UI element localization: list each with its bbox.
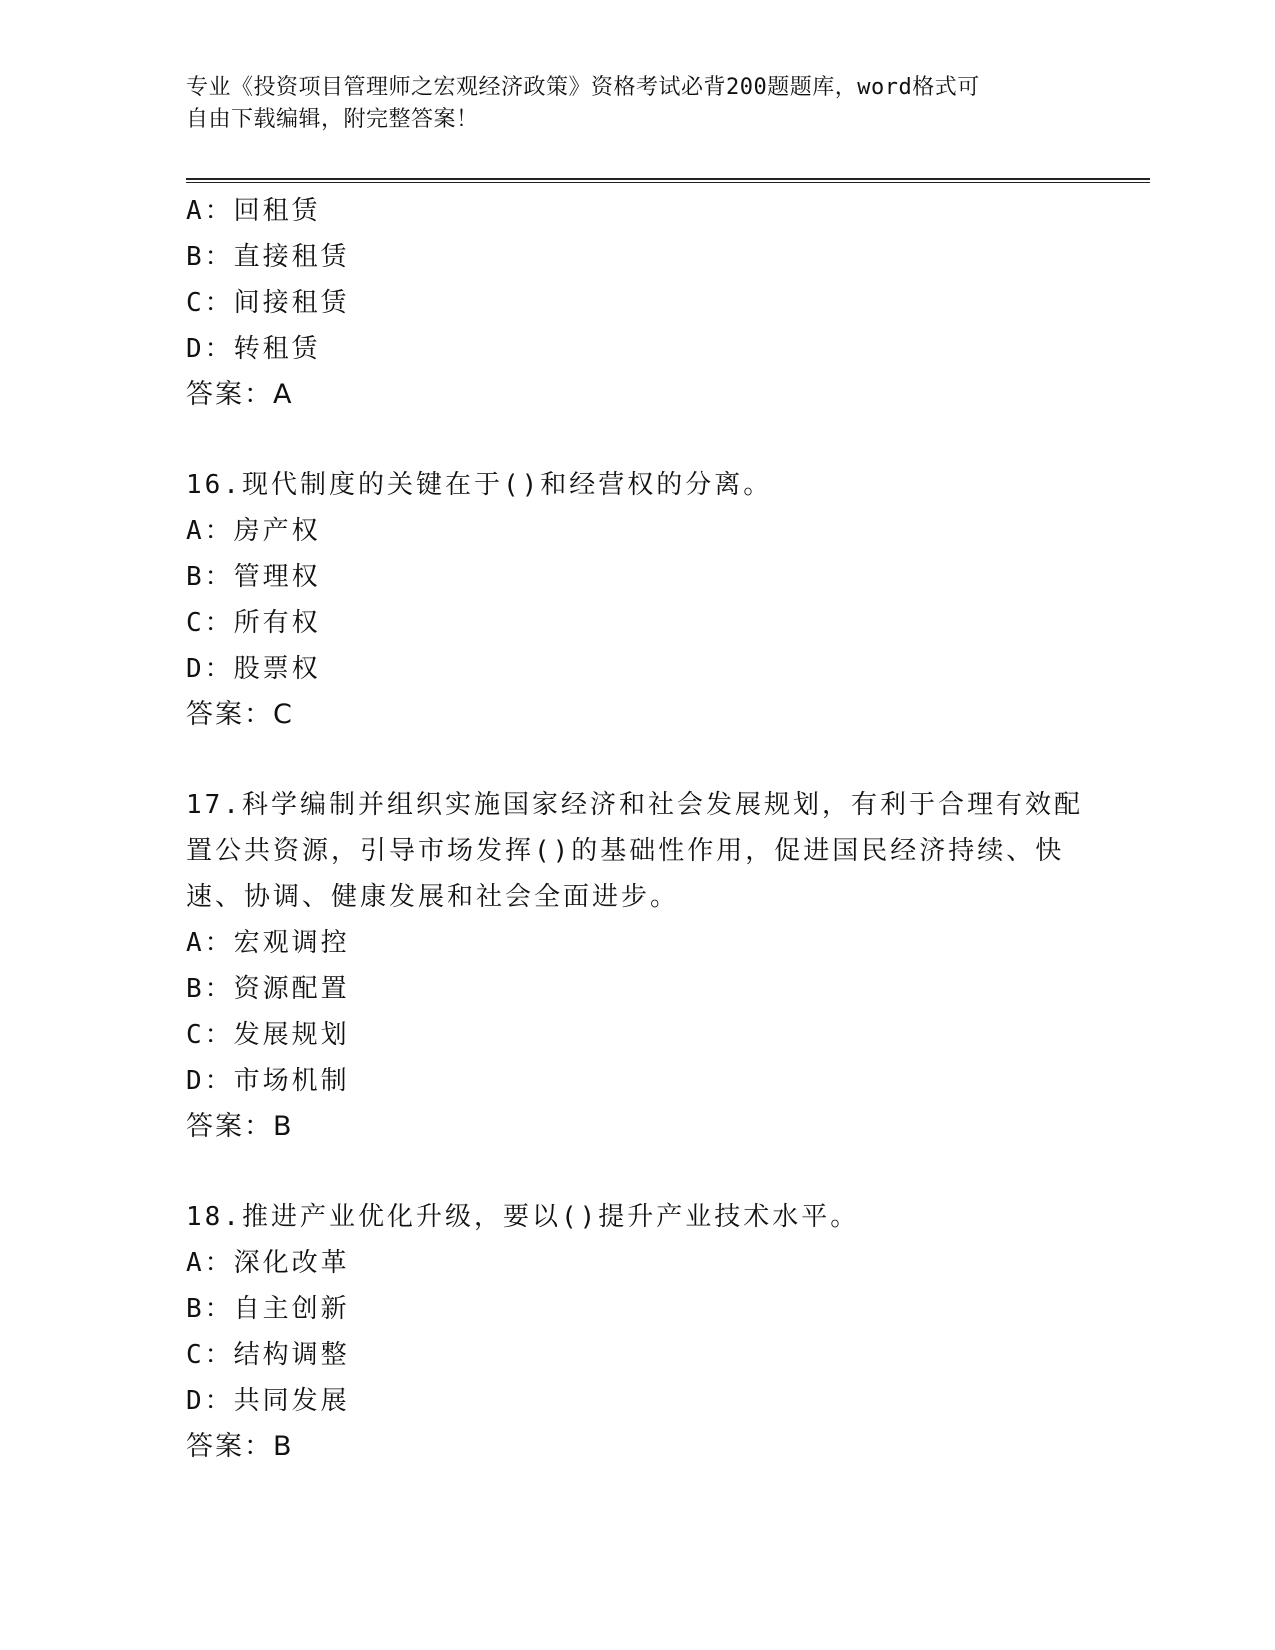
option-a: A：深化改革 — [186, 1248, 350, 1278]
header-title-line-2: 自由下载编辑，附完整答案！ — [186, 107, 479, 132]
option-b: B：资源配置 — [186, 974, 350, 1004]
question-17 — [186, 782, 1086, 1150]
option-c: C：发展规划 — [186, 1020, 350, 1050]
document-header — [186, 72, 1086, 136]
option-c: C：结构调整 — [186, 1340, 350, 1370]
question-15 — [186, 188, 1086, 418]
option-d: D：股票权 — [186, 654, 321, 684]
question-stem — [186, 782, 1086, 920]
header-title-line-1: 专业《投资项目管理师之宏观经济政策》资格考试必背200题题库，word格式可 — [186, 75, 980, 100]
option-a: A：回租赁 — [186, 196, 321, 226]
answer: 答案：C — [186, 699, 294, 730]
option-c: C：所有权 — [186, 608, 321, 638]
option-b: B：直接租赁 — [186, 242, 350, 272]
question-stem-line: 置公共资源，引导市场发挥()的基础性作用，促进国民经济持续、快 — [186, 836, 1065, 866]
answer: 答案：A — [186, 379, 294, 410]
question-stem-line: 速、协调、健康发展和社会全面进步。 — [186, 882, 680, 912]
question-stem: 18.推进产业优化升级，要以()提升产业技术水平。 — [186, 1202, 860, 1232]
question-stem-line: 17.科学编制并组织实施国家经济和社会发展规划，有利于合理有效配 — [186, 790, 1083, 820]
question-16 — [186, 462, 1086, 738]
option-a: A：宏观调控 — [186, 928, 350, 958]
header-divider — [186, 178, 1150, 180]
option-d: D：市场机制 — [186, 1066, 350, 1096]
answer: 答案：B — [186, 1111, 294, 1142]
question-list — [186, 188, 1086, 1470]
option-d: D：共同发展 — [186, 1386, 350, 1416]
answer: 答案：B — [186, 1431, 294, 1462]
option-b: B：自主创新 — [186, 1294, 350, 1324]
question-18 — [186, 1194, 1086, 1470]
option-b: B：管理权 — [186, 562, 321, 592]
header-divider-thin — [186, 182, 1150, 183]
option-a: A：房产权 — [186, 516, 321, 546]
question-stem: 16.现代制度的关键在于()和经营权的分离。 — [186, 470, 773, 500]
option-c: C：间接租赁 — [186, 288, 350, 318]
option-d: D：转租赁 — [186, 334, 321, 364]
